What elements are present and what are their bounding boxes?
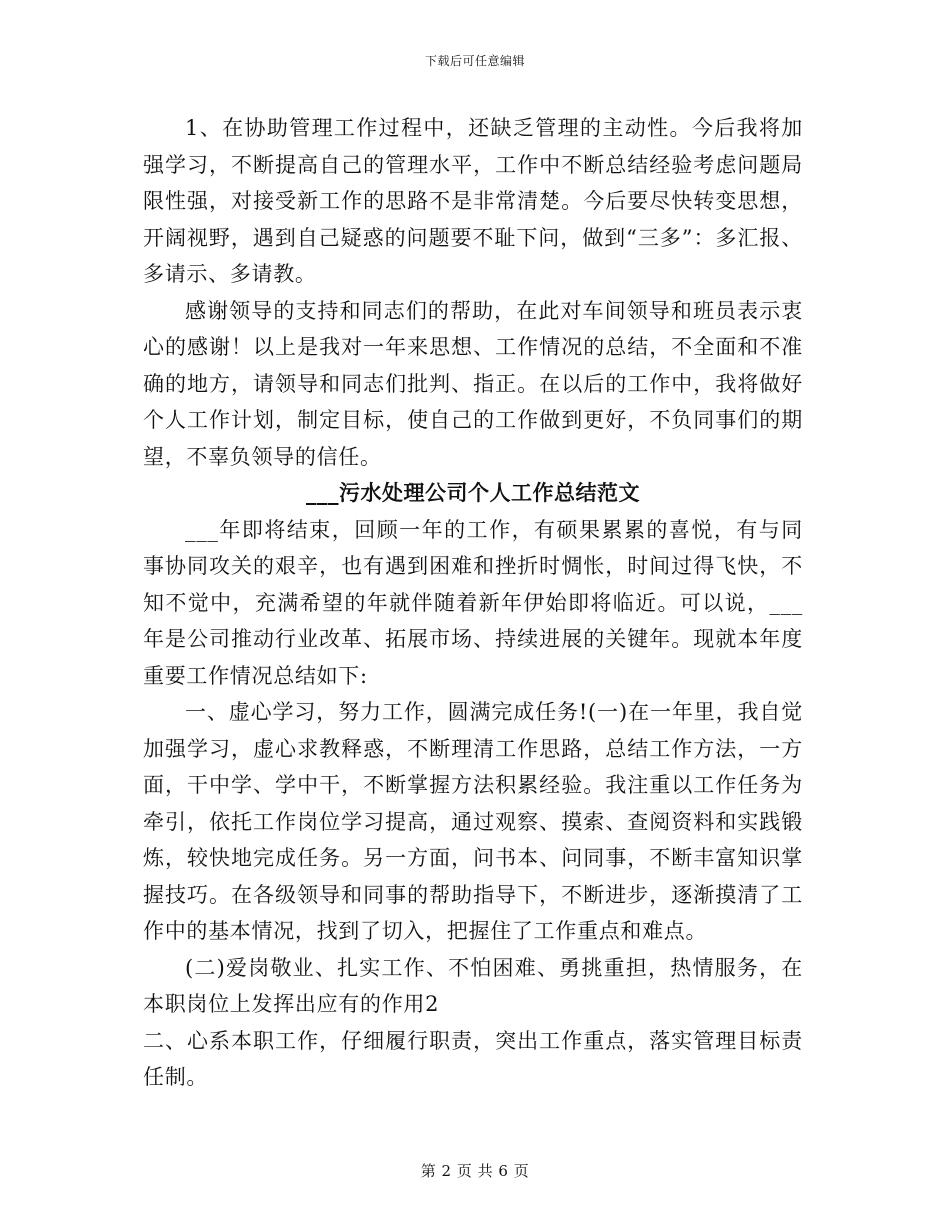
document-body <box>143 110 803 1096</box>
paragraph-improvement: 1、在协助管理工作过程中，还缺乏管理的主动性。今后我将加强学习，不断提高自己的管理水平，工作中不断总结经验考虑问题局限性强，对接受新工作的思路不是非常清楚。今后要尽快转变思想，开阔视野，遇到自己疑惑的问题要不耻下问，做到“三多”：多汇报、多请示、多请教。 <box>143 116 803 286</box>
paragraph-section-one: 一、虚心学习，努力工作，圆满完成任务!(一)在一年里，我自觉加强学习，虚心求教释惑，不断理清工作思路，总结工作方法，一方面，干中学、学中干，不断掌握方法积累经验。我注重以工作任务为牵引，依托工作岗位学习提高，通过观察、摸索、查阅资料和实践锻炼，较快地完成任务。另一方面，问书本、问同事，不断丰富知识掌握技巧。在各级领导和同事的帮助指导下，不断进步，逐渐摸清了工作中的基本情况，找到了切入，把握住了工作重点和难点。 <box>143 700 803 943</box>
page-header: 下载后可任意编辑 <box>424 54 525 68</box>
paragraph-section-two: 二、心系本职工作，仔细履行职责，突出工作重点，落实管理目标责任制。 <box>143 1028 803 1089</box>
paragraph-intro: ___年即将结束，回顾一年的工作，有硕果累累的喜悦，有与同事协同攻关的艰辛，也有遇到困难和挫折时惆怅，时间过得飞快，不知不觉中，充满希望的年就伴随着新年伊始即将临近。可以说，___年是公司推动行业改革、拓展市场、持续进展的关键年。现就本年度重要工作情况总结如下: <box>143 517 803 688</box>
section-title: ___污水处理公司个人工作总结范文 <box>306 480 640 505</box>
page-footer: 第 2 页 共 6 页 <box>420 1162 530 1180</box>
paragraph-section-one-part-two: (二)爱岗敬业、扎实工作、不怕困难、勇挑重担，热情服务，在本职岗位上发挥出应有的作用2 <box>143 955 803 1016</box>
paragraph-thanks: 感谢领导的支持和同志们的帮助，在此对车间领导和班员表示衷心的感谢！以上是我对一年来思想、工作情况的总结，不全面和不准确的地方，请领导和同志们批判、指正。在以后的工作中，我将做好个人工作计划，制定目标，使自己的工作做到更好，不负同事们的期望，不辜负领导的信任。 <box>143 298 803 469</box>
